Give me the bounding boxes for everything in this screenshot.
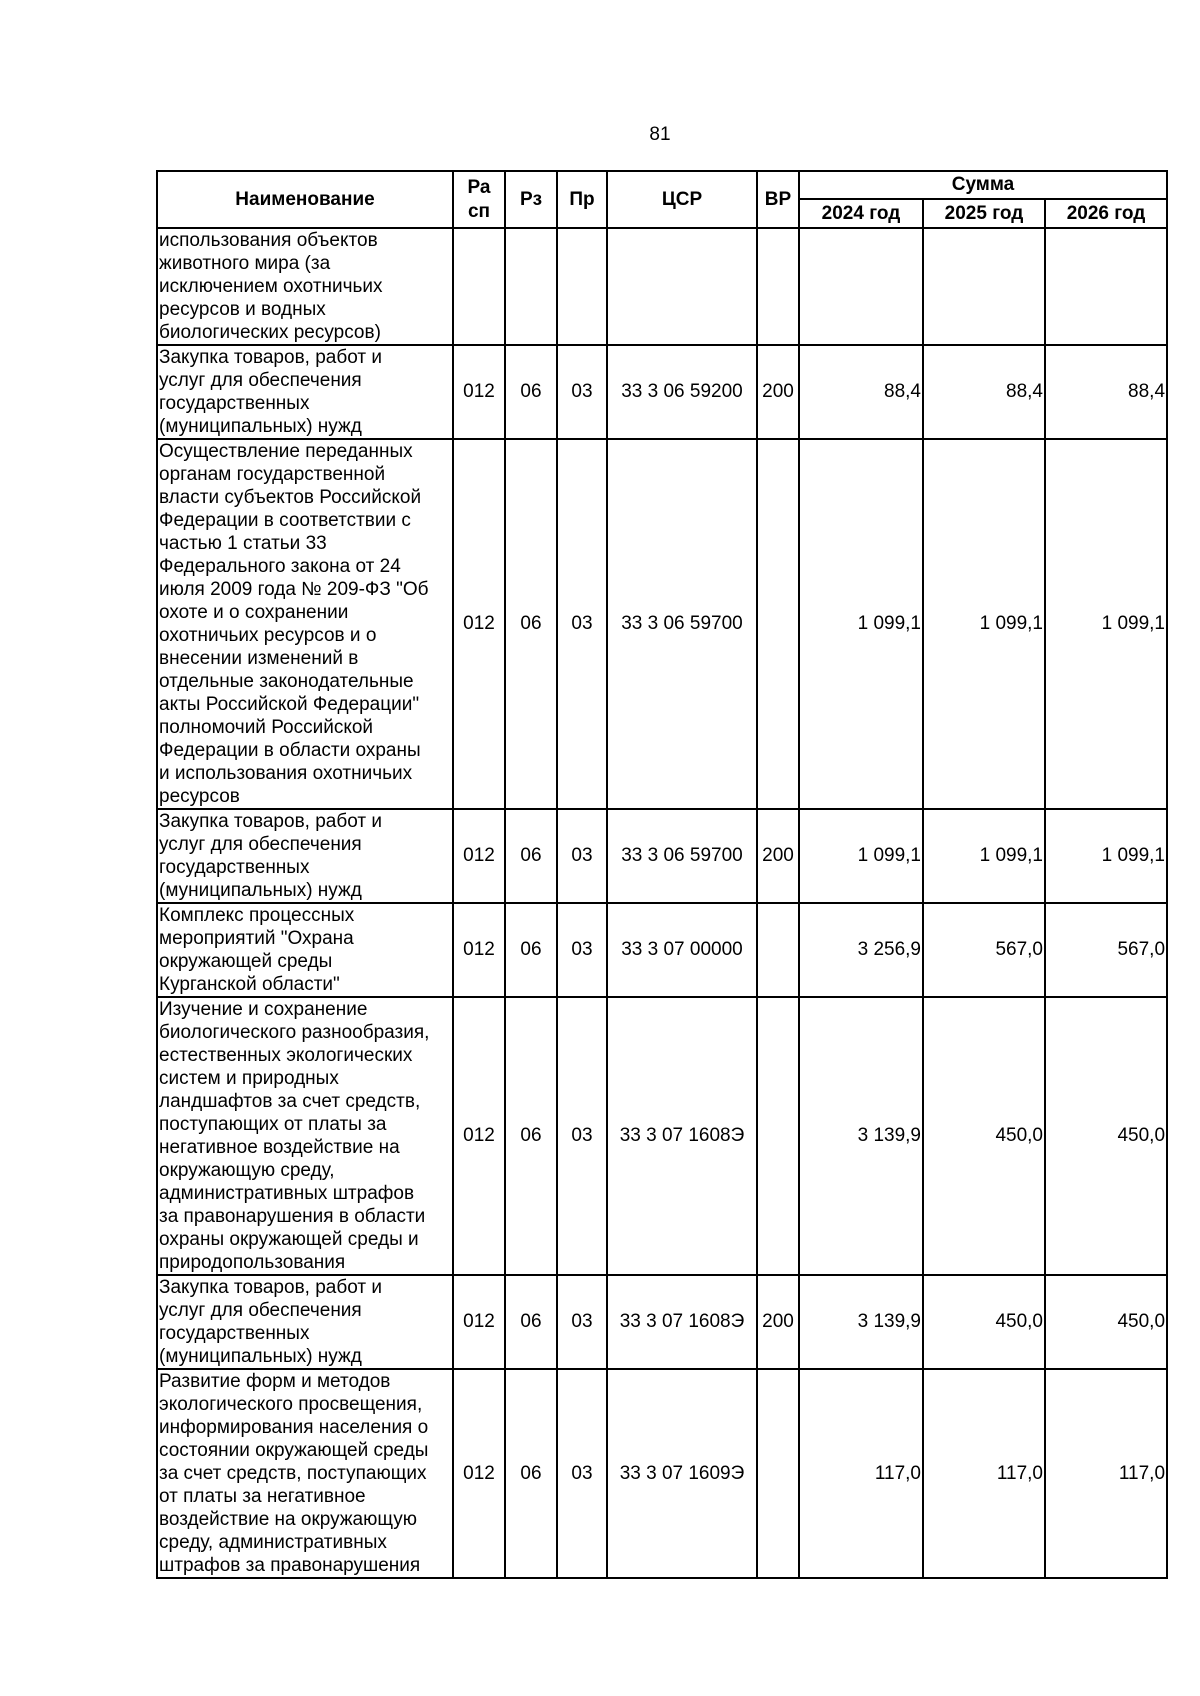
row-vr: [757, 997, 799, 1275]
row-sum-2025: 450,0: [923, 997, 1045, 1275]
header-vr: ВР: [757, 171, 799, 228]
row-rz: [505, 228, 557, 345]
header-year-2026: 2026 год: [1045, 199, 1167, 228]
row-sum-2026: [1045, 228, 1167, 345]
row-sum-2025: [923, 228, 1045, 345]
row-sum-2025: 1 099,1: [923, 809, 1045, 903]
row-name: Развитие форм и методов экологического просвещения, информирования населения о состоянии окружающей среды за счет средств, поступающих от платы за негативное воздействие на окружающую среду, административных штрафов за правонарушения: [157, 1369, 453, 1578]
row-sum-2025: 567,0: [923, 903, 1045, 997]
header-rz: Рз: [505, 171, 557, 228]
row-rasp: 012: [453, 809, 505, 903]
row-vr: [757, 1369, 799, 1578]
row-sum-2024: 1 099,1: [799, 439, 923, 809]
row-csr: 33 3 06 59700: [607, 809, 757, 903]
row-rz: 06: [505, 1369, 557, 1578]
row-sum-2024: 1 099,1: [799, 809, 923, 903]
row-rz: 06: [505, 809, 557, 903]
header-name: Наименование: [157, 171, 453, 228]
header-summa: Сумма: [799, 171, 1167, 199]
row-sum-2026: 450,0: [1045, 997, 1167, 1275]
row-rz: 06: [505, 903, 557, 997]
table-row: [157, 1275, 1167, 1369]
row-rz: 06: [505, 997, 557, 1275]
row-sum-2025: 88,4: [923, 345, 1045, 439]
row-name: Осуществление переданных органам государственной власти субъектов Российской Федерации в соответствии с частью 1 статьи 33 Федерального закона от 24 июля 2009 года № 209-ФЗ "Об охоте и о сохранении охотничьих ресурсов и о внесении изменений в отдельные законодательные акты Российской Федерации" полномочий Российской Федерации в области охраны и использования охотничьих ресурсов: [157, 439, 453, 809]
row-sum-2026: 450,0: [1045, 1275, 1167, 1369]
row-sum-2026: 1 099,1: [1045, 809, 1167, 903]
row-vr: [757, 903, 799, 997]
row-rasp: 012: [453, 997, 505, 1275]
row-rasp: 012: [453, 903, 505, 997]
row-name: использования объектов животного мира (за исключением охотничьих ресурсов и водных биологических ресурсов): [157, 228, 453, 345]
row-sum-2026: 117,0: [1045, 1369, 1167, 1578]
row-sum-2024: [799, 228, 923, 345]
row-rasp: 012: [453, 345, 505, 439]
table-row: [157, 809, 1167, 903]
row-rasp: 012: [453, 1369, 505, 1578]
row-sum-2025: 1 099,1: [923, 439, 1045, 809]
row-sum-2024: 88,4: [799, 345, 923, 439]
row-name: Комплекс процессных мероприятий "Охрана окружающей среды Курганской области": [157, 903, 453, 997]
row-rz: 06: [505, 345, 557, 439]
row-pr: 03: [557, 1369, 607, 1578]
budget-table: [156, 170, 1168, 1579]
page-number: 81: [649, 124, 671, 145]
row-sum-2026: 1 099,1: [1045, 439, 1167, 809]
row-vr: 200: [757, 1275, 799, 1369]
table-row: [157, 345, 1167, 439]
row-name: Закупка товаров, работ и услуг для обеспечения государственных (муниципальных) нужд: [157, 809, 453, 903]
row-csr: 33 3 06 59200: [607, 345, 757, 439]
row-csr: 33 3 07 1608Э: [607, 1275, 757, 1369]
row-pr: [557, 228, 607, 345]
row-sum-2025: 117,0: [923, 1369, 1045, 1578]
table-header: [157, 171, 1167, 228]
row-pr: 03: [557, 903, 607, 997]
row-pr: 03: [557, 997, 607, 1275]
table-row: [157, 1369, 1167, 1578]
table-row: [157, 997, 1167, 1275]
row-rz: 06: [505, 1275, 557, 1369]
row-vr: [757, 228, 799, 345]
row-rasp: 012: [453, 439, 505, 809]
table-row: [157, 439, 1167, 809]
row-rasp: [453, 228, 505, 345]
row-sum-2026: 88,4: [1045, 345, 1167, 439]
row-name: Закупка товаров, работ и услуг для обеспечения государственных (муниципальных) нужд: [157, 345, 453, 439]
row-csr: 33 3 07 1609Э: [607, 1369, 757, 1578]
row-pr: 03: [557, 345, 607, 439]
row-csr: [607, 228, 757, 345]
row-vr: 200: [757, 809, 799, 903]
row-sum-2024: 117,0: [799, 1369, 923, 1578]
row-csr: 33 3 07 1608Э: [607, 997, 757, 1275]
row-csr: 33 3 07 00000: [607, 903, 757, 997]
row-csr: 33 3 06 59700: [607, 439, 757, 809]
header-rasp-bottom: сп: [467, 200, 491, 222]
row-sum-2024: 3 256,9: [799, 903, 923, 997]
row-vr: 200: [757, 345, 799, 439]
header-rasp-top: Ра: [467, 176, 491, 198]
row-rasp: 012: [453, 1275, 505, 1369]
row-sum-2025: 450,0: [923, 1275, 1045, 1369]
header-year-2024: 2024 год: [799, 199, 923, 228]
header-csr: ЦСР: [607, 171, 757, 228]
table-body: [157, 228, 1167, 1578]
row-sum-2024: 3 139,9: [799, 1275, 923, 1369]
row-sum-2026: 567,0: [1045, 903, 1167, 997]
header-year-2025: 2025 год: [923, 199, 1045, 228]
row-pr: 03: [557, 809, 607, 903]
header-rasp: [453, 171, 505, 228]
row-name: Закупка товаров, работ и услуг для обеспечения государственных (муниципальных) нужд: [157, 1275, 453, 1369]
table-row: [157, 228, 1167, 345]
header-pr: Пр: [557, 171, 607, 228]
table-row: [157, 903, 1167, 997]
row-pr: 03: [557, 439, 607, 809]
row-sum-2024: 3 139,9: [799, 997, 923, 1275]
row-pr: 03: [557, 1275, 607, 1369]
row-name: Изучение и сохранение биологического разнообразия, естественных экологических систем и природных ландшафтов за счет средств, поступающих от платы за негативное воздействие на окружающую среду, административных штрафов за правонарушения в области охраны окружающей среды и природопользования: [157, 997, 453, 1275]
row-vr: [757, 439, 799, 809]
row-rz: 06: [505, 439, 557, 809]
